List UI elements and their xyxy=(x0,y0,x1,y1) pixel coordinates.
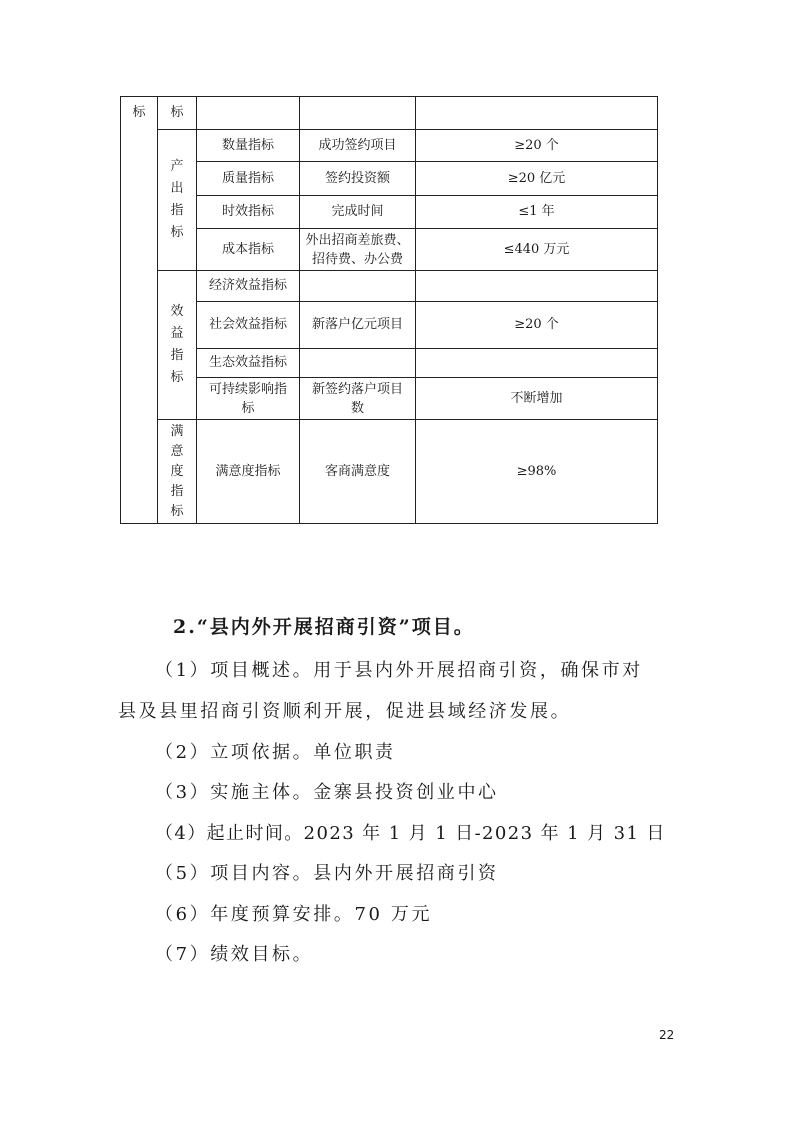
group-label-char: 度 xyxy=(170,463,184,479)
level2-cell-continued xyxy=(157,96,197,130)
indicator-cell xyxy=(196,301,300,349)
indicator-text: 满意度指标 xyxy=(215,463,281,479)
paragraph-period: （4）起止时间。2023 年 1 月 1 日-2023 年 1 月 31 日 xyxy=(155,823,666,844)
paragraph-implementer: （3）实施主体。金寨县投资创业中心 xyxy=(155,782,499,803)
group-label-char: 指 xyxy=(170,348,184,363)
empty-cell xyxy=(299,96,416,130)
group-label-satisfaction xyxy=(157,419,197,524)
group-label-char: 益 xyxy=(170,326,184,341)
value-text: ≥20 个 xyxy=(514,137,559,153)
indicator-text: 生态效益指标 xyxy=(208,355,287,370)
group-label-char: 标 xyxy=(170,225,184,240)
item-cell xyxy=(299,270,416,302)
paragraph-overview-line2: 县及县里招商引资顺利开展，促进县域经济发展。 xyxy=(118,701,572,722)
level2-text: 标 xyxy=(170,105,184,120)
paragraph-content: （5）项目内容。县内外开展招商引资 xyxy=(155,863,499,884)
value-cell xyxy=(415,270,658,302)
value-cell xyxy=(415,377,658,420)
group-label-char: 指 xyxy=(170,483,184,499)
value-text: ≥98% xyxy=(516,463,557,479)
indicator-cell xyxy=(196,348,300,378)
paragraph-overview-line1: （1）项目概述。用于县内外开展招商引资，确保市对 xyxy=(155,660,643,681)
group-label-char: 指 xyxy=(170,203,184,218)
item-cell xyxy=(299,377,416,420)
group-label-char: 意 xyxy=(170,443,184,459)
group-label-output xyxy=(157,129,197,271)
item-cell xyxy=(299,348,416,378)
paragraph-budget: （6）年度预算安排。70 万元 xyxy=(155,904,433,925)
empty-cell xyxy=(415,96,658,130)
item-text: 签约投资额 xyxy=(324,170,390,186)
item-cell xyxy=(299,195,416,229)
indicator-cell xyxy=(196,377,300,420)
indicator-cell xyxy=(196,228,300,271)
paragraph-basis: （2）立项依据。单位职责 xyxy=(155,742,396,763)
value-cell xyxy=(415,419,658,524)
indicator-text: 成本指标 xyxy=(221,241,274,257)
item-cell xyxy=(299,161,416,196)
empty-cell xyxy=(196,96,300,130)
indicator-cell xyxy=(196,161,300,196)
item-cell xyxy=(299,301,416,349)
value-cell xyxy=(415,195,658,229)
indicator-text-line: 标 xyxy=(241,400,255,416)
indicator-cell xyxy=(196,419,300,524)
value-text: ≥20 亿元 xyxy=(507,170,566,186)
indicator-cell xyxy=(196,129,300,162)
indicator-text: 时效指标 xyxy=(221,204,274,219)
value-cell xyxy=(415,228,658,271)
indicator-text-line: 可持续影响指 xyxy=(208,381,287,397)
indicator-cell xyxy=(196,270,300,302)
group-label-char: 产 xyxy=(170,159,184,174)
group-label-char: 出 xyxy=(170,181,184,196)
paragraph-goals: （7）绩效目标。 xyxy=(155,944,314,965)
indicator-text: 数量指标 xyxy=(221,137,274,153)
item-text: 完成时间 xyxy=(331,204,384,219)
section-heading: 2.“县内外开展招商引资”项目。 xyxy=(173,616,475,638)
value-text: ≤440 万元 xyxy=(503,241,570,257)
item-text: 新落户亿元项目 xyxy=(311,317,403,332)
level1-cell-continued xyxy=(120,96,158,130)
group-label-char: 效 xyxy=(170,304,184,319)
item-text-line: 招待费、办公费 xyxy=(311,251,403,267)
indicator-text: 质量指标 xyxy=(221,170,274,186)
indicator-text: 社会效益指标 xyxy=(208,317,287,332)
level1-cell-body xyxy=(120,129,158,524)
item-cell xyxy=(299,419,416,524)
group-label-char: 满 xyxy=(170,423,184,439)
item-text: 成功签约项目 xyxy=(318,137,397,153)
item-text-line: 新签约落户项目 xyxy=(311,381,403,397)
item-text-line: 数 xyxy=(350,400,364,416)
value-cell xyxy=(415,348,658,378)
group-label-char: 标 xyxy=(170,503,184,519)
value-cell xyxy=(415,161,658,196)
indicator-text: 经济效益指标 xyxy=(208,278,287,293)
page-number: 22 xyxy=(659,1028,675,1042)
item-cell xyxy=(299,228,416,271)
group-label-char: 标 xyxy=(170,370,184,385)
value-text: 不断增加 xyxy=(510,390,563,406)
value-cell xyxy=(415,301,658,349)
item-text: 客商满意度 xyxy=(324,463,390,479)
item-cell xyxy=(299,129,416,162)
value-cell xyxy=(415,129,658,162)
item-text-line: 外出招商差旅费、 xyxy=(305,232,410,248)
value-text: ≤1 年 xyxy=(518,204,555,219)
value-text: ≥20 个 xyxy=(514,317,559,332)
group-label-benefit xyxy=(157,270,197,420)
level1-text: 标 xyxy=(132,105,146,120)
indicator-cell xyxy=(196,195,300,229)
